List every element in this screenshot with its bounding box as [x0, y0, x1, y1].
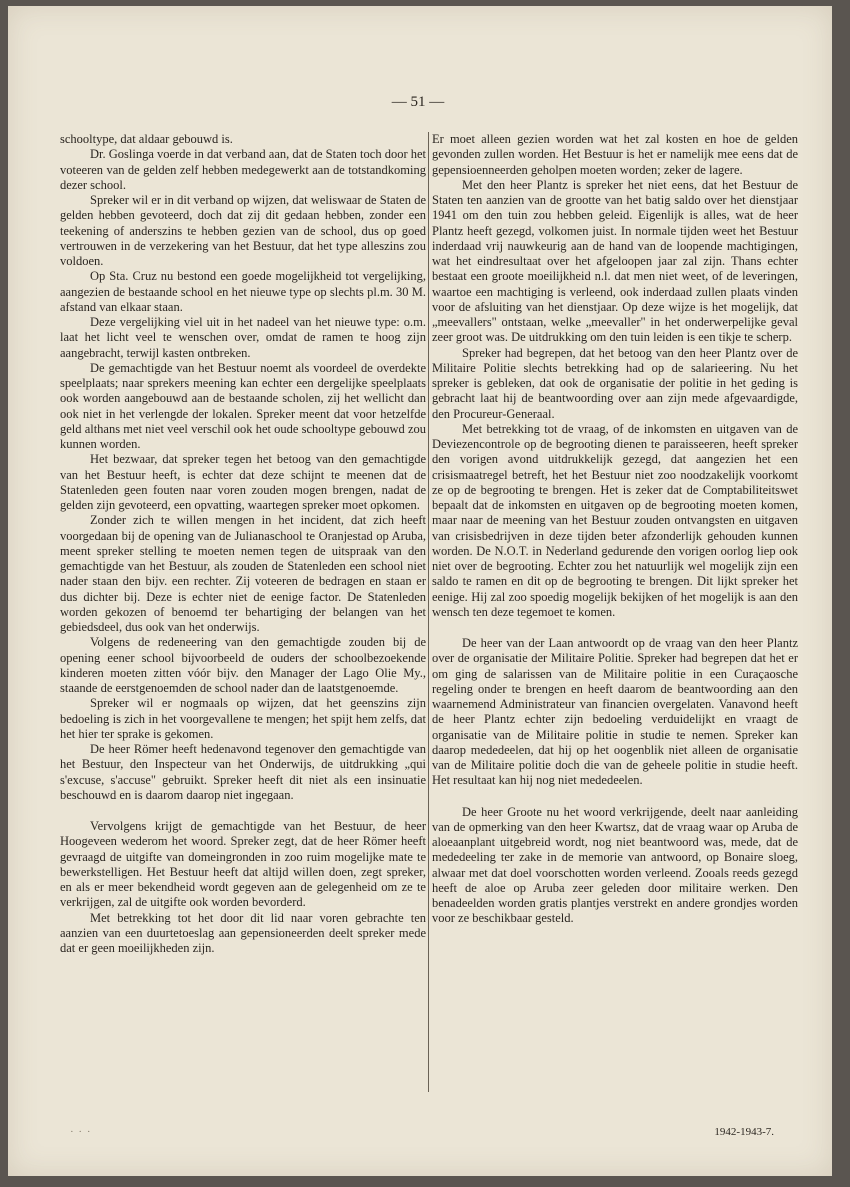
footer-marks: · · · — [70, 1126, 92, 1138]
paragraph: De heer van der Laan antwoordt op de vraag van den heer Plantz over de organisatie der Militaire Politie. Spreker had begrepen dat het er om ging de salarissen van de Militaire politie in een Curaçaosche regeling onder te brengen en heeft daarom de beantwoording aan den waarnemend Administrateur van financien overgelaten. Vanavond heeft de heer Plantz echter zijn bedoeling verduidelijkt en vraagt de organisatie van de Militaire politie in studie te nemen. Spreker kan daarop mededeelen, dat hij op het oogenblik niet alleen de organisatie van de Militaire politie doch die van de geheele politie in studie heeft. Het resultaat kan hij nog niet mededeelen. — [432, 636, 798, 788]
paragraph: Op Sta. Cruz nu bestond een goede mogelijkheid tot vergelijking, aangezien de bestaande school en het nieuwe type op slechts pl.m. 30 M. afstand van elkaar staan. — [60, 269, 426, 314]
paragraph: Volgens de redeneering van den gemachtigde zouden bij de opening eener school bijvoorbeeld de ouders der schoolbezoekende kinderen moeten zitten vóór bijv. den Manager der Lago Olie My., staande de eerstgenoemden de school nader dan de laatstgenoemde. — [60, 635, 426, 695]
paragraph: Deze vergelijking viel uit in het nadeel van het nieuwe type: o.m. laat het licht veel te wenschen over, omdat de ramen te hoog zijn aangebracht, terwijl kasten ontbreken. — [60, 315, 426, 360]
page-number: — 51 — — [391, 94, 445, 110]
paragraph: Met betrekking tot de vraag, of de inkomsten en uitgaven van de Deviezencontrole op de begrooting dienen te paraisseeren, heeft spreker den vorigen avond uitdrukkelijk gezegd, dat aangezien het een crisismaatregel betreft, het het Bestuur niet zoo noodzakelijk voorkomt ze op de begrooting te brengen. Het is zeker dat de Comptabiliteitswet bepaalt dat de inkomsten en uitgaven op de begrooting moeten komen, maar naar de meening van het Bestuur zouden ontvangsten en uitgaven van crisisbedrijven in deze tijden beter afzonderlijk gehouden kunnen worden. De N.O.T. in Nederland gedurende den vorigen oorlog liep ook niet over de begrooting. Echter zou het natuurlijk wel mogelijk zijn een saldo te ramen en dit op de begrooting te brengen. Dit lijkt spreker het eenige. Hij zal zoo spoedig mogelijk bekijken of het mogelijk is aan den wensch ten deze tegemoet te komen. — [432, 421, 798, 619]
column-divider — [428, 132, 429, 1092]
paragraph: Het bezwaar, dat spreker tegen het betoog van den gemachtigde van het Bestuur heeft, is echter dat deze schijnt te meenen dat de Statenleden geen fouten naar voren zouden mogen brengen, nadat de gelden zijn gevoteerd, een opvatting, waartegen spreker moet opkomen. — [60, 452, 426, 512]
paragraph: Met betrekking tot het door dit lid naar voren gebrachte ten aanzien van een duurtetoeslag aan gepensioneerden deelt spreker mede dat er geen moeilijkheden zijn. — [60, 910, 426, 955]
paragraph: Spreker had begrepen, dat het betoog van den heer Plantz over de Militaire Politie slechts betrekking had op de salarieering. Nu het spreker is gebleken, dat ook de organisatie der politie in het geding is gebracht laat hij de beantwoording over aan zijn mede afgevaardigde, den Procureur-Generaal. — [432, 345, 798, 421]
paragraph: Spreker wil er nogmaals op wijzen, dat het geenszins zijn bedoeling is zich in het voorgevallene te mengen; het spijt hem zelfs, dat het hier ter sprake is gekomen. — [60, 696, 426, 741]
paragraph: De heer Groote nu het woord verkrijgende, deelt naar aanleiding van de opmerking van den heer Kwartsz, dat de vraag waar op Aruba de aloeaanplant uitgebreid wordt, nog niet beantwoord was, mede, dat de mededeeling ter zake in de memorie van antwoord, op Bonaire sloeg, alwaar met dat doel voorschotten worden verleend. Zooals reeds gezegd heeft de aloe op Aruba zeer geleden door militaire werken. Den benadeelden worden gratis plantjes verstrekt en andere grondjes worden voor ze beschikbaar gesteld. — [432, 804, 798, 926]
paragraph: De gemachtigde van het Bestuur noemt als voordeel de overdekte speelplaats; naar sprekers meening kan echter een dergelijke speelplaats ook worden aangebouwd aan de bestaande scholen, zij het wellicht dan ook niet in het verlengde der lokalen. Spreker meent dat voor hetzelfde geld althans met niet veel verschil ook het oude schooltype gebouwd zou kunnen worden. — [60, 360, 426, 451]
paragraph: Vervolgens krijgt de gemachtigde van het Bestuur, de heer Hoogeveen wederom het woord. Spreker zegt, dat de heer Römer heeft gevraagd de uitgifte van domeingronden in zoo ruim mogelijke mate te bewerkstelligen. Het Bestuur heeft dat altijd willen doen, zegt spreker, en als er meer bekendheid wordt gegeven aan de gelegenheid om ze te verkrijgen, zal de uitgifte ook worden bevorderd. — [60, 819, 426, 910]
paragraph: Er moet alleen gezien worden wat het zal kosten en hoe de gelden gevonden zullen worden. Het Bestuur is het er namelijk mee eens dat de gepensioenneerden geholpen moeten worden; zeker de lagere. — [432, 132, 798, 177]
paragraph: Met den heer Plantz is spreker het niet eens, dat het Bestuur de Staten ten aanzien van de grootte van het batig saldo over het dienstjaar 1941 om den tuin zou hebben geleid. Eigenlijk is alles, wat de heer Plantz heeft gezegd, volkomen juist. In normale tijden weet het Bestuur inderdaad vrij nauwkeurig aan de hand van de loopende machtigingen, wat het eindresultaat over het afgeloopen jaar zal zijn. Thans echter bestaat een groote moeilijkheid n.l. dat men niet weet, of de leveringen, waartoe een machtiging is verleend, ook inderdaad zullen plaats vinden voor de afsluiting van het dienstjaar. Op deze wijze is het mogelijk, dat „meevallers" ontstaan, welke „meevaller" in het onderwerpelijke geval zeer groot was. De uitdrukking om den tuin leiden is een tikje te scherp. — [432, 177, 798, 345]
document-page — [8, 6, 832, 1176]
paragraph: Zonder zich te willen mengen in het incident, dat zich heeft voorgedaan bij de opening van de Julianaschool te Oranjestad op Aruba, meent spreker stelling te moeten nemen tegen de uitspraak van den gemachtigde van het Bestuur, als zouden de Statenleden een school niet nader staan den bijv. een rechter. Zij voteeren de bedragen en staan er dus dichter bij. Deze is echter niet de eenige factor. De Statenleden worden gekozen of benoemd ter behartiging der belangen van het gebiedsdeel, dus ook van het onderwijs. — [60, 513, 426, 634]
paragraph: Spreker wil er in dit verband op wijzen, dat weliswaar de Staten de gelden hebben gevoteerd, doch dat zij dit gedaan hebben, zonder een teekening of anderszins te hebben gezien van de school, dus op goed vertrouwen in de verzekering van het Bestuur, dat het type alleszins zou voldoen. — [60, 193, 426, 268]
paragraph: De heer Römer heeft hedenavond tegenover den gemachtigde van het Bestuur, den Inspecteur van het Onderwijs, de uitdrukking „qui s'excuse, s'accuse" gebruikt. Spreker heeft dit niet als een insinuatie beschouwd en is daarom daarop niet ingegaan. — [60, 742, 426, 802]
left-column — [60, 132, 426, 956]
paragraph: Dr. Goslinga voerde in dat verband aan, dat de Staten toch door het voteeren van de gelden zelf hebben medegewerkt aan de totstandkoming dezer school. — [60, 147, 427, 192]
paragraph: schooltype, dat aldaar gebouwd is. — [60, 132, 233, 146]
right-column — [432, 132, 798, 927]
footer-code: 1942-1943-7. — [714, 1126, 774, 1138]
